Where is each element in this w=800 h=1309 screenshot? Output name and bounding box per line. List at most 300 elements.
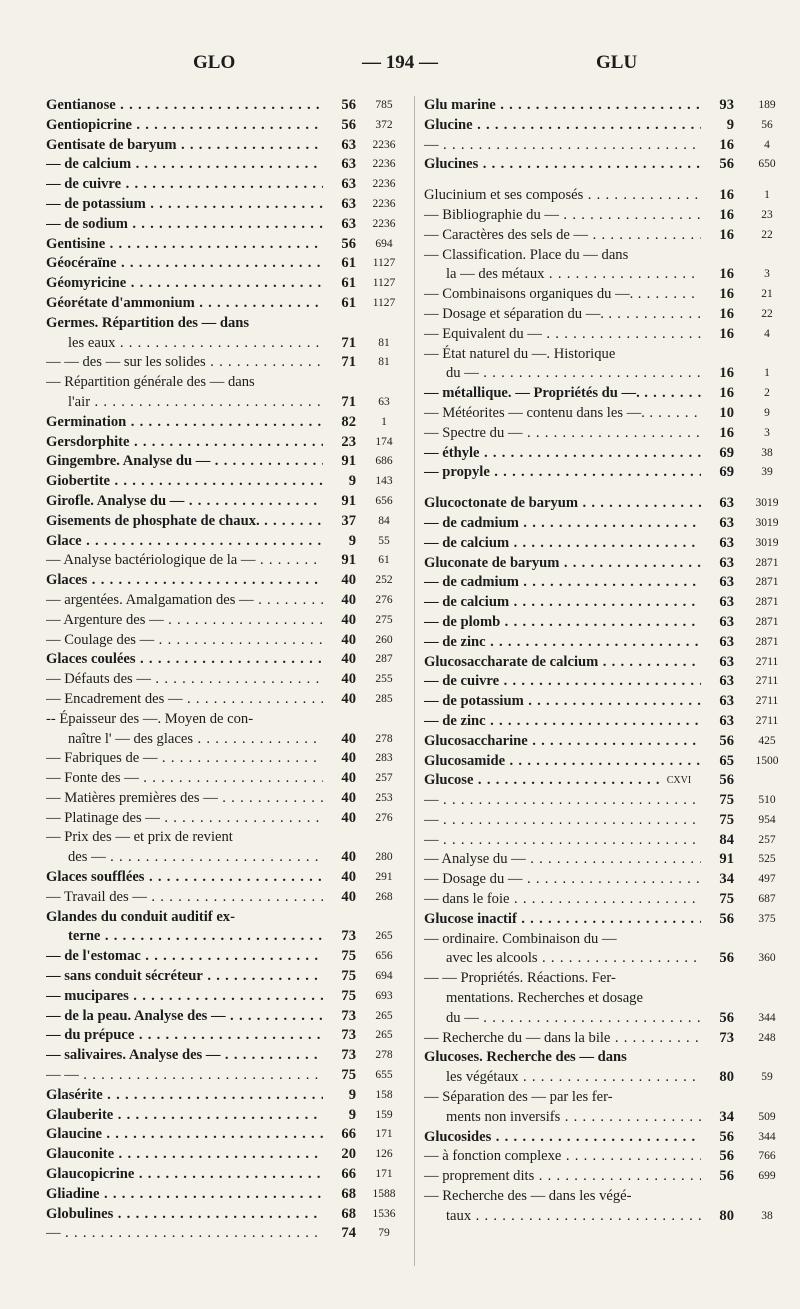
entry-volume: 63: [701, 613, 734, 633]
entry-volume: 16: [701, 305, 734, 325]
entry-label: — — Propriétés. Réactions. Fer-: [424, 970, 616, 987]
entry-volume: 56: [701, 949, 734, 969]
entry-label: Glauberite . . .: [46, 1106, 323, 1126]
entry-label: — salivaires. Analyse des — . . .: [46, 1046, 323, 1066]
index-entry: [46, 235, 406, 255]
index-entry: [46, 927, 406, 947]
index-entry: [46, 868, 406, 888]
index-entry: [424, 969, 794, 989]
entry-label: — de calcium . . .: [46, 155, 323, 175]
entry-page: 285: [375, 692, 393, 705]
index-entry: [424, 1108, 794, 1128]
index-entry: [46, 215, 406, 235]
entry-label: — — des — sur les solides . . .: [46, 353, 323, 373]
entry-volume: 56: [701, 1147, 734, 1167]
entry-page: 3: [764, 426, 770, 439]
entry-volume: 40: [323, 591, 356, 611]
index-entry: [424, 653, 794, 673]
entry-volume: 63: [323, 215, 356, 235]
entry-page: 372: [375, 118, 393, 131]
entry-volume: 63: [701, 633, 734, 653]
entry-label: — Dosage du — . . .: [424, 870, 701, 890]
entry-page: 23: [761, 208, 773, 221]
entry-label: — Platinage des — . . .: [46, 809, 323, 829]
entry-page: 656: [375, 950, 393, 963]
entry-label: Gliadine . . .: [46, 1185, 323, 1205]
entry-volume: 34: [701, 870, 734, 890]
entry-page: 3: [764, 268, 770, 281]
entry-label: Gentisate de baryum . . .: [46, 136, 323, 156]
entry-volume: 56: [701, 732, 734, 752]
entry-volume: 9: [323, 1086, 356, 1106]
index-entry: [46, 1145, 406, 1165]
entry-page: 360: [758, 952, 776, 965]
entry-volume: 9: [701, 116, 734, 136]
entry-page: 158: [375, 1088, 393, 1101]
index-entry: [424, 1147, 794, 1167]
entry-label: des — . . .: [68, 848, 323, 868]
entry-label: Glucose . . .: [424, 771, 701, 791]
index-entry: [424, 870, 794, 890]
index-entry: [424, 554, 794, 574]
entry-volume: 74: [323, 1224, 356, 1244]
entry-volume: 61: [323, 274, 356, 294]
entry-label: — — . . .: [46, 1066, 323, 1086]
index-entry: [424, 593, 794, 613]
entry-volume: 56: [701, 910, 734, 930]
entry-page: 510: [758, 794, 776, 807]
index-entry: [424, 613, 794, 633]
entry-page: 22: [761, 307, 773, 320]
entry-label: Géorétate d'ammonium . . .: [46, 294, 323, 314]
index-entry: [46, 96, 406, 116]
entry-volume: 71: [323, 334, 356, 354]
index-entry: [424, 186, 794, 206]
entry-label: — dans le foie . . .: [424, 890, 701, 910]
entry-label: — de cadmium . . .: [424, 514, 701, 534]
entry-label: — de cuivre . . .: [424, 672, 701, 692]
entry-label: — Spectre du — . . .: [424, 424, 701, 444]
entry-volume: 16: [701, 186, 734, 206]
index-entry: [424, 534, 794, 554]
entry-page: 655: [375, 1069, 393, 1082]
index-entry: [424, 791, 794, 811]
index-entry: [424, 1029, 794, 1049]
entry-label: Glucoses. Recherche des — dans: [424, 1049, 627, 1066]
entry-volume: 63: [701, 672, 734, 692]
entry-volume: 16: [701, 136, 734, 156]
entry-volume: 75: [701, 890, 734, 910]
entry-page: 291: [375, 871, 393, 884]
entry-volume: 40: [323, 571, 356, 591]
entry-label: la — des métaux . . .: [446, 265, 701, 285]
index-entry: [424, 96, 794, 116]
index-entry: [46, 789, 406, 809]
index-entry: [424, 404, 794, 424]
entry-label: — . . .: [424, 811, 701, 831]
entry-volume: 56: [323, 116, 356, 136]
entry-page: 39: [761, 466, 773, 479]
index-entry: [424, 155, 794, 175]
entry-label: Glace . . .: [46, 532, 323, 552]
index-entry: [46, 888, 406, 908]
entry-volume: 9: [323, 472, 356, 492]
entry-page: 171: [375, 1168, 393, 1181]
index-entry: [46, 1026, 406, 1046]
entry-volume: 40: [323, 650, 356, 670]
index-entry: [46, 650, 406, 670]
index-entry: [46, 175, 406, 195]
entry-volume: 63: [701, 593, 734, 613]
entry-volume: 16: [701, 226, 734, 246]
entry-label: Glucinium et ses composés . . .: [424, 186, 701, 206]
entry-volume: 80: [701, 1068, 734, 1088]
index-entry: [424, 672, 794, 692]
entry-label: Gentisine . . .: [46, 235, 323, 255]
index-entry: [46, 551, 406, 571]
entry-volume: 63: [701, 573, 734, 593]
entry-page: 275: [375, 613, 393, 626]
index-entry: [46, 433, 406, 453]
entry-volume: 20: [323, 1145, 356, 1165]
entry-page: 497: [758, 873, 776, 886]
entry-label: — éthyle . . .: [424, 444, 701, 464]
index-entry: [46, 908, 406, 928]
entry-label: Glaces soufflées . . .: [46, 868, 323, 888]
entry-label: terne . . .: [68, 927, 323, 947]
entry-page: 260: [375, 633, 393, 646]
entry-page: 63: [378, 395, 390, 408]
entry-page: 2: [764, 387, 770, 400]
index-entry: [424, 246, 794, 266]
entry-volume: 40: [323, 769, 356, 789]
index-entry: [46, 571, 406, 591]
entry-label: — propyle . . .: [424, 463, 701, 483]
entry-label: Germes. Répartition des — dans: [46, 314, 250, 331]
column-divider: [414, 96, 415, 1266]
entry-label: Glasérite . . .: [46, 1086, 323, 1106]
entry-label: — Travail des — . . .: [46, 888, 323, 908]
entry-volume: 68: [323, 1205, 356, 1225]
index-entry: [46, 136, 406, 156]
entry-volume: 66: [323, 1125, 356, 1145]
entry-volume: 40: [323, 848, 356, 868]
entry-label: — Encadrement des — . . .: [46, 690, 323, 710]
entry-volume: 61: [323, 294, 356, 314]
index-entry: [46, 769, 406, 789]
entry-page: 265: [375, 1029, 393, 1042]
index-entry: [46, 512, 406, 532]
page-header: [0, 52, 800, 82]
entry-volume: 16: [701, 384, 734, 404]
entry-label: — de l'estomac . . .: [46, 947, 323, 967]
entry-page: 375: [758, 912, 776, 925]
entry-label: — Argenture des — . . .: [46, 611, 323, 631]
entry-volume: 66: [323, 1165, 356, 1185]
entry-page: 143: [375, 475, 393, 488]
header-left-word: GLO: [193, 52, 236, 73]
entry-page: 171: [375, 1128, 393, 1141]
entry-label: — Météorites — contenu dans les —. . . .: [424, 404, 701, 424]
index-entry: [424, 712, 794, 732]
entry-label: les végétaux . . .: [446, 1068, 701, 1088]
index-entry: [424, 1207, 794, 1227]
entry-label: l'air . . .: [68, 393, 323, 413]
entry-label: Glucoctonate de baryum . . .: [424, 494, 701, 514]
index-entry: [46, 730, 406, 750]
entry-label: mentations. Recherches et dosage: [446, 990, 643, 1007]
index-entry: [424, 1167, 794, 1187]
entry-page: 1500: [755, 754, 779, 767]
entry-volume: 84: [701, 831, 734, 851]
entry-label: — de sodium . . .: [46, 215, 323, 235]
entry-page: 81: [378, 336, 390, 349]
index-entry: [424, 226, 794, 246]
entry-page: 257: [758, 833, 776, 846]
entry-label: Gentiopicrine . . .: [46, 116, 323, 136]
entry-page: 22: [761, 228, 773, 241]
entry-label: — de la peau. Analyse des — . . .: [46, 1007, 323, 1027]
entry-page: 126: [375, 1148, 393, 1161]
entry-label: Glaces coulées . . .: [46, 650, 323, 670]
entry-label: — Répartition générale des — dans: [46, 374, 255, 391]
entry-page: 766: [758, 1150, 776, 1163]
index-entry: [46, 710, 406, 730]
entry-page: 38: [761, 1209, 773, 1222]
entry-page: 3019: [755, 536, 779, 549]
entry-page: 189: [758, 99, 776, 111]
index-entry: [46, 116, 406, 136]
entry-label: — de cuivre . . .: [46, 175, 323, 195]
entry-volume: 56: [323, 235, 356, 255]
entry-page: 2871: [755, 576, 779, 589]
entry-label: — Analyse du — . . .: [424, 850, 701, 870]
entry-label: — Classification. Place du — dans: [424, 246, 629, 263]
entry-volume: 16: [701, 265, 734, 285]
entry-label: — Matières premières des — . . .: [46, 789, 323, 809]
entry-volume: 91: [701, 850, 734, 870]
entry-page: 656: [375, 494, 393, 507]
entry-volume: 40: [323, 670, 356, 690]
entry-volume: 91: [323, 551, 356, 571]
entry-volume: 40: [323, 611, 356, 631]
entry-page: 9: [764, 406, 770, 419]
index-entry: [46, 1066, 406, 1086]
entry-label: — Analyse bactériologique de la — . . .: [46, 551, 323, 571]
entry-volume: 40: [323, 868, 356, 888]
entry-page: 21: [761, 288, 773, 301]
entry-label: Glauconite . . .: [46, 1145, 323, 1165]
entry-volume: 40: [323, 789, 356, 809]
index-entry: [46, 1205, 406, 1225]
entry-label: — Séparation des — par les fer-: [424, 1089, 613, 1106]
index-entry: [46, 452, 406, 472]
entry-volume: 63: [323, 136, 356, 156]
index-entry: [424, 1088, 794, 1108]
entry-label: ments non inversifs . . .: [446, 1108, 701, 1128]
entry-page: 344: [758, 1130, 776, 1143]
entry-label: — métallique. — Propriétés du —. . . .: [424, 384, 701, 404]
entry-label: Germination . . .: [46, 413, 323, 433]
entry-roman-page: CXVI: [661, 771, 697, 791]
entry-page: 159: [375, 1108, 393, 1121]
index-entry: [46, 413, 406, 433]
entry-page: 2236: [372, 158, 396, 171]
entry-label: du — . . .: [446, 364, 701, 384]
entry-volume: 40: [323, 690, 356, 710]
entry-label: les eaux . . .: [68, 334, 323, 354]
entry-volume: 56: [701, 155, 734, 175]
index-entry: [46, 1046, 406, 1066]
entry-page: 38: [761, 446, 773, 459]
entry-page: 248: [758, 1031, 776, 1044]
entry-page: 2236: [372, 197, 396, 210]
entry-page: 686: [375, 455, 393, 468]
entry-page: 694: [375, 237, 393, 250]
entry-volume: 40: [323, 809, 356, 829]
entry-label: — sans conduit sécréteur . . .: [46, 967, 323, 987]
entry-page: 4: [764, 327, 770, 340]
entry-volume: 91: [323, 492, 356, 512]
index-entry: [424, 136, 794, 156]
index-entry: [46, 591, 406, 611]
entry-page: 255: [375, 673, 393, 686]
entry-label: — ordinaire. Combinaison du —: [424, 930, 617, 947]
index-entry: [46, 1185, 406, 1205]
entry-volume: 73: [323, 1007, 356, 1027]
entry-volume: 69: [701, 444, 734, 464]
index-entry: [46, 670, 406, 690]
entry-volume: 75: [323, 947, 356, 967]
entry-page: 693: [375, 989, 393, 1002]
entry-label: Glucosaccharine . . .: [424, 732, 701, 752]
index-entry: [424, 384, 794, 404]
index-entry: [46, 947, 406, 967]
entry-volume: 16: [701, 206, 734, 226]
entry-label: — Fabriques de — . . .: [46, 749, 323, 769]
entry-volume: 63: [701, 712, 734, 732]
index-entry: [424, 692, 794, 712]
entry-page: 84: [378, 514, 390, 527]
entry-page: 268: [375, 890, 393, 903]
index-entry: [46, 1224, 406, 1244]
entry-volume: 63: [701, 653, 734, 673]
entry-volume: 63: [323, 175, 356, 195]
entry-page: 2711: [755, 675, 779, 688]
index-entry: [424, 285, 794, 305]
entry-volume: 75: [323, 1066, 356, 1086]
entry-page: 2871: [755, 556, 779, 569]
index-entry: [46, 393, 406, 413]
index-entry: [46, 1086, 406, 1106]
index-entry: [424, 424, 794, 444]
entry-page: 280: [375, 851, 393, 864]
entry-volume: 82: [323, 413, 356, 433]
entry-volume: 63: [323, 195, 356, 215]
entry-volume: 10: [701, 404, 734, 424]
entry-label: Glandes du conduit auditif ex-: [46, 908, 235, 925]
entry-volume: 63: [701, 514, 734, 534]
index-entry: [46, 353, 406, 373]
entry-label: — de zinc . . .: [424, 633, 701, 653]
entry-volume: 63: [701, 554, 734, 574]
entry-label: Glaucine . . .: [46, 1125, 323, 1145]
index-entry: [424, 989, 794, 1009]
index-entry: [46, 1125, 406, 1145]
entry-page: 283: [375, 752, 393, 765]
entry-label: Glucine . . .: [424, 116, 701, 136]
entry-page: 1536: [372, 1207, 396, 1220]
index-entry: [46, 809, 406, 829]
entry-volume: 63: [701, 494, 734, 514]
entry-label: — proprement dits . . .: [424, 1167, 701, 1187]
index-entry: [424, 116, 794, 136]
entry-page: 3019: [755, 497, 779, 510]
entry-label: Glucines . . .: [424, 155, 701, 175]
entry-label: Géomyricine . . .: [46, 274, 323, 294]
entry-page: 56: [761, 118, 773, 131]
entry-page: 2711: [755, 714, 779, 727]
entry-page: 1588: [372, 1187, 396, 1200]
entry-page: 699: [758, 1170, 776, 1183]
entry-volume: 23: [323, 433, 356, 453]
index-entry: [424, 573, 794, 593]
index-entry: [46, 1165, 406, 1185]
entry-label: du — . . .: [446, 1009, 701, 1029]
entry-page: 55: [378, 534, 390, 547]
entry-label: Girofle. Analyse du — . . .: [46, 492, 323, 512]
entry-page: 2236: [372, 217, 396, 230]
entry-volume: 9: [323, 532, 356, 552]
index-entry: [424, 1128, 794, 1148]
entry-volume: 16: [701, 285, 734, 305]
index-entry: [424, 305, 794, 325]
entry-volume: 16: [701, 424, 734, 444]
entry-volume: 73: [323, 1046, 356, 1066]
entry-volume: 16: [701, 325, 734, 345]
entry-page: 1127: [372, 257, 396, 270]
entry-page: 265: [375, 1009, 393, 1022]
entry-page: 785: [375, 99, 393, 111]
entry-volume: 56: [323, 96, 356, 116]
entry-page: 2871: [755, 635, 779, 648]
entry-page: 687: [758, 893, 776, 906]
index-entry: [424, 463, 794, 483]
index-entry: [46, 1106, 406, 1126]
index-entry: [46, 492, 406, 512]
entry-page: 694: [375, 970, 393, 983]
entry-label: — . . .: [424, 791, 701, 811]
entry-page: 4: [764, 138, 770, 151]
entry-volume: 61: [323, 254, 356, 274]
entry-label: Giobertite . . .: [46, 472, 323, 492]
index-entry: [424, 910, 794, 930]
entry-label: Glaucopicrine . . .: [46, 1165, 323, 1185]
entry-label: Gersdorphite . . .: [46, 433, 323, 453]
entry-volume: 80: [701, 1207, 734, 1227]
index-entry: [424, 930, 794, 950]
entry-page: 1: [381, 415, 387, 428]
index-entry: [424, 345, 794, 365]
entry-label: avec les alcools . . .: [446, 949, 701, 969]
entry-label: Globulines . . .: [46, 1205, 323, 1225]
entry-label: — à fonction complexe . . .: [424, 1147, 701, 1167]
entry-volume: 40: [323, 730, 356, 750]
entry-volume: 73: [323, 927, 356, 947]
entry-volume: 75: [701, 811, 734, 831]
entry-label: — Prix des — et prix de revient: [46, 829, 233, 846]
entry-page: 3019: [755, 516, 779, 529]
